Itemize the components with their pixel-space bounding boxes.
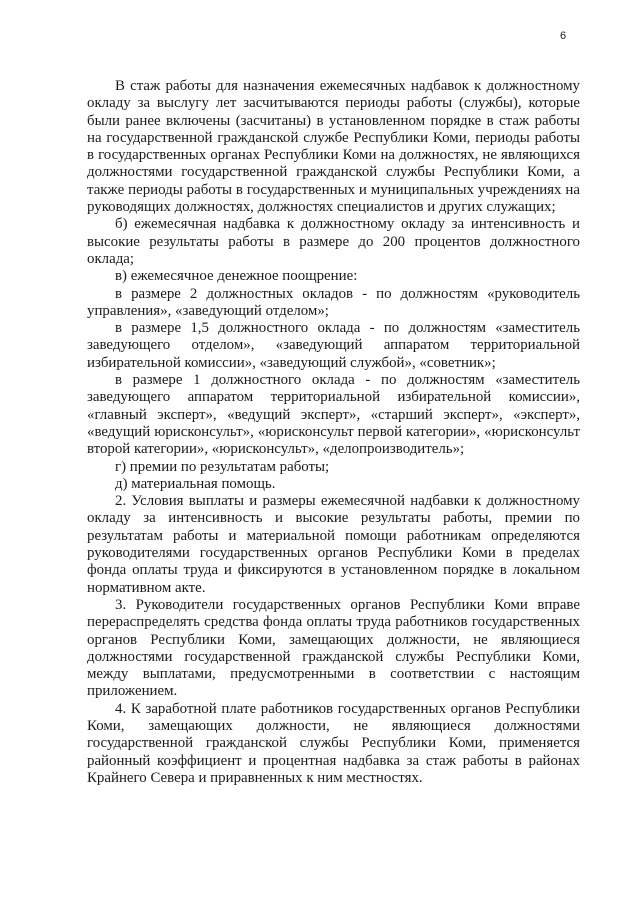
paragraph-bonuses: г) премии по результатам работы;: [115, 458, 330, 475]
paragraph-monthly-incentive: в) ежемесячное денежное поощрение:: [115, 268, 358, 285]
paragraph-clause-3: 3. Руководители государственных органов Республики Коми вправе перераспределять средства фонда оплаты труда работников государственных органов Республики Коми, замещающих должности, не являющиеся должностями государственной гражданской службы Республики Коми, между выплатами, предусмотренными в соответствии с настоящим приложением.: [87, 596, 580, 700]
paragraph-incentive-1-salary: в размере 1 должностного оклада - по должностям «заместитель заведующего аппаратом территориальной избирательной комиссии», «главный эксперт», «ведущий эксперт», «старший эксперт», «эксперт», «ведущий юрисконсульт», «юрисконсульт первой категории», «юрисконсульт второй категории», «юрисконсульт», «делопроизводитель»;: [87, 372, 580, 458]
paragraph-clause-2: 2. Условия выплаты и размеры ежемесячной надбавки к должностному окладу за интенсивность и высокие результаты работы, премии по результатам работы и материальной помощи работникам определяются руководителями государственных органов Республики Коми в пределах фонда оплаты труда и фиксируются в установленном порядке в локальном нормативном акте.: [87, 493, 580, 596]
paragraph-intensity-bonus: б) ежемесячная надбавка к должностному окладу за интенсивность и высокие результаты работы в размере до 200 процентов должностного оклада;: [87, 216, 580, 267]
paragraph-incentive-2-salaries: в размере 2 должностных окладов - по должностям «руководитель управления», «заведующий отделом»;: [87, 285, 580, 319]
paragraph-material-aid: д) материальная помощь.: [115, 475, 276, 492]
paragraph-incentive-1-5-salaries: в размере 1,5 должностного оклада - по должностям «заместитель заведующего отделом», «заведующий аппаратом территориальной избирательной комиссии», «заведующий службой», «советник»;: [87, 320, 580, 371]
paragraph-clause-4: 4. К заработной плате работников государственных органов Республики Коми, замещающих должности, не являющиеся должностями государственной гражданской службы Республики Коми, применяется районный коэффициент и процентная надбавка за стаж работы в районах Крайнего Севера и приравненных к ним местностях.: [87, 700, 580, 786]
paragraph-seniority-periods: В стаж работы для назначения ежемесячных надбавок к должностному окладу за выслугу лет засчитываются периоды работы (службы), которые были ранее включены (засчитаны) в установленном порядке в стаж работы на государственной гражданской службе Республики Коми, периоды работы в государственных органах Республики Коми на должностях, не являющихся должностями государственной гражданской службы Республики Коми, а также периоды работы в государственных и муниципальных учреждениях на руководящих должностях, должностях специалистов и других служащих;: [87, 78, 580, 216]
page-number: 6: [560, 30, 567, 42]
document-body: [87, 78, 580, 787]
